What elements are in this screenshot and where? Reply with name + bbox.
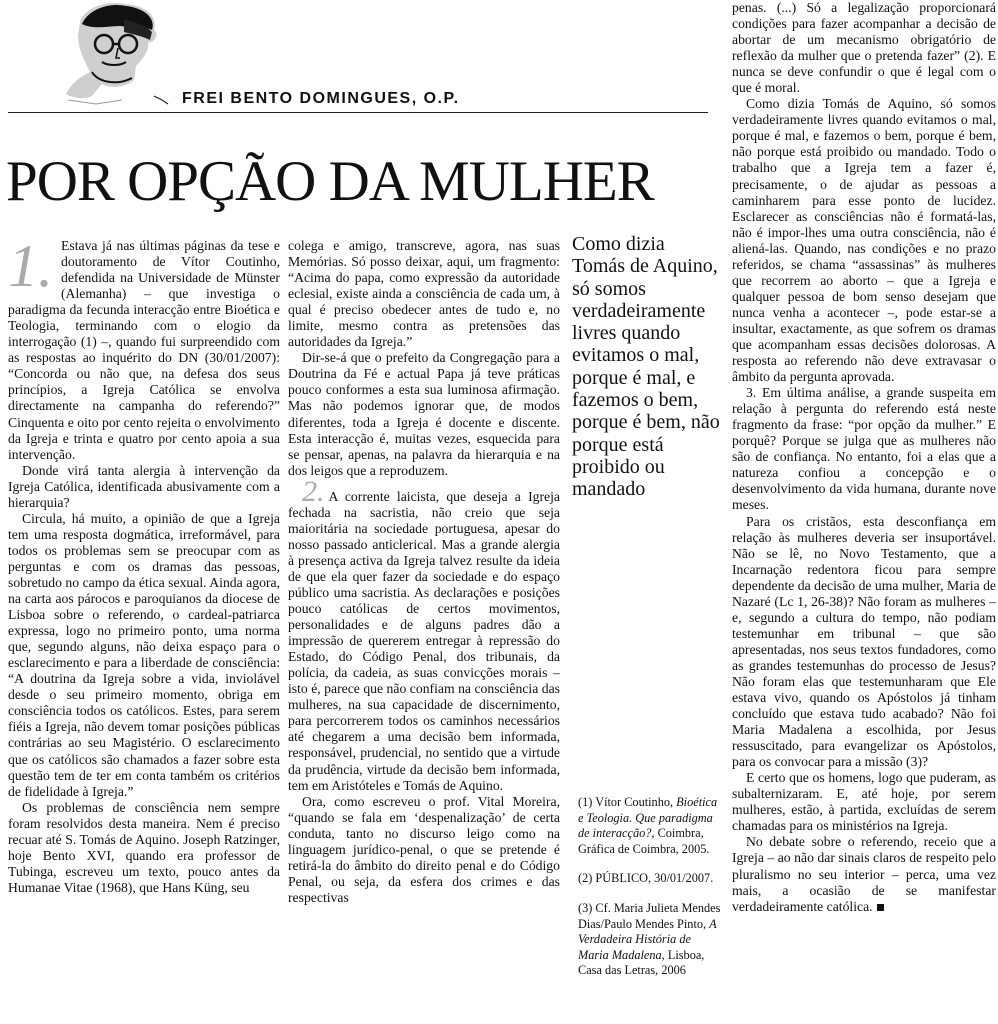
body-paragraph: penas. (...) Só a legalização proporcionará condições para fazer acompanhar a decisão de abortar de um mecanismo obrigatório de reflexão da mulher que o pretenda fazer” (2). E nunca se deve confundir o que é legal com o que é moral. — [732, 0, 996, 96]
body-paragraph: Os problemas de consciência nem sempre foram resolvidos desta maneira. Nem é preciso recuar até S. Tomás de Aquino. Joseph Ratzinger, hoje Bento XVI, quando era professor de Tubinga, escreveu um texto, pouco antes da Humanae Vitae (1968), que Hans Küng, seu — [8, 799, 280, 895]
footnotes — [578, 795, 724, 993]
section-number-1: 1. — [8, 233, 53, 299]
body-paragraph — [732, 834, 996, 914]
footnote-3 — [578, 901, 724, 979]
footnote-title: A Verdadeira História de Maria Madalena, — [578, 916, 717, 962]
body-column-1 — [8, 233, 280, 896]
footnote-text: (1) Vítor Coutinho, — [578, 795, 674, 809]
pull-quote: Como dizia Tomás de Aquino, só somos verdadeiramente livres quando evitamos o mal, porque é mal, e fazemos o bem, porque é bem, não porque está proibido ou mandado — [572, 233, 720, 501]
body-column-2 — [288, 238, 560, 906]
body-paragraph: Dir-se-á que o prefeito da Congregação para a Doutrina da Fé e actual Papa já teve práticas pouco conformes a esta sua luminosa afirmação. Mas não podemos ignorar que, de modos diferentes, toda a Igreja é docente e discente. Esta interacção é, muitas vezes, esquecida para se pensar, apenas, na palavra da hierarquia e na dos leigos que a reproduzem. — [288, 350, 560, 478]
footnote-2: (2) PÚBLICO, 30/01/2007. — [578, 871, 714, 886]
body-paragraph: Ora, como escreveu o prof. Vital Moreira, “quando se fala em ‘despenalização’ de certa conduta, tanto no discurso leigo como na linguagem jurídico-penal, o que se pretende é retirá-la do âmbito do direito penal e do Código Penal, ou seja, da esfera dos crimes e das respectivas — [288, 793, 560, 905]
author-byline: FREI BENTO DOMINGUES, O.P. — [182, 90, 460, 107]
footnote-text: Coimbra, Gráfica de Coimbra, 2005. — [578, 826, 710, 856]
footnote-text: (3) Cf. Maria Julieta Mendes Dias/Paulo Mendes Pinto, — [578, 900, 721, 931]
footnote-text: Lisboa, Casa das Letras, 2006 — [578, 947, 705, 978]
section-number-2: 2. — [302, 474, 325, 508]
body-paragraph: Circula, há muito, a opinião de que a Igreja tem uma resposta dogmática, irreformável, para todos os problemas sem se preocupar com as perguntas e com os dramas das pessoas, sobretudo no campo da ética sexual. Ainda agora, na carta aos párocos e paroquianos da diocese de Lisboa sobre o referendo, o cardeal-patriarca expressa, logo no primeiro ponto, uma norma que, segundo alguns, não deixa espaço para o esclarecimento e para a liberdade de consciência: “A doutrina da Igreja sobre a vida, inviolável desde o seu primeiro momento, obriga em consciência todos os católicos. Estes, para serem fiéis a Igreja, não devem tomar posições públicas contrárias ao seu Magistério. O esclarecimento que os católicos são chamados a fazer sobre esta questão tem de ter em conta também os critérios de fidelidade à Igreja.” — [8, 510, 280, 799]
body-paragraph-text: A corrente laicista, que deseja a Igreja fechada na sacristia, não creio que seja maioritária na sociedade portuguesa, apesar do nosso passado anticlerical. Mas a grande alergia à presença activa da Igreja talvez resulte da ideia de que ela quer fazer da sociedade e do espaço público uma sacristia. As declarações e posições pouco católicas de certos movimentos, personalidades e de alguns padres dão a impressão de quererem entregar à repressão do Estado, do Código Penal, dos tribunais, da polícia, da cadeia, as suas convicções morais – isto é, parece que não confiam na consciência das mulheres, na sua capacidade de discernimento, para percorrerem todos os caminhos necessários até chegarem a uma decisão bem informada, responsável, prudencial, no sentido que a virtude da prudência, virtude da decisão bem informada, tem em Aristóteles e Tomás de Aquino. — [288, 488, 560, 793]
article-headline: POR OPÇÃO DA MULHER — [6, 150, 654, 213]
body-column-4 — [732, 0, 996, 915]
body-paragraph: colega e amigo, transcreve, agora, nas suas Memórias. Só posso deixar, aqui, um fragmento: “Acima do papa, como expressão da autoridade eclesial, existe ainda a consciência de cada um, à qual é preciso obedecer antes de tudo e, no limite, mesmo contra as pretensões das autoridades da Igreja.” — [288, 238, 560, 350]
body-paragraph — [288, 474, 560, 794]
body-paragraph: Como dizia Tomás de Aquino, só somos verdadeiramente livres quando evitamos o mal, porque é mal, e fazemos o bem, porque é bem, não porque está proibido ou mandado. Todo o trabalho que a Igreja tem a fazer é, precisamente, o de ajudar as pessoas a caminharem para esse ponto de lucidez. Esclarecer as consciências não é formatá-las, não é impor-lhes uma outra consciência, não é aliená-las. Quando, nas condições e no prazo referidos, se chama “assassinas” às mulheres que recorrem ao aborto – que a Igreja e qualquer pessoa de bom senso desejam que nunca venha a acontecer –, pode estar-se a insultar, exactamente, as que sofrem os dramas que acompanham essas decisões dolorosas. A resposta ao referendo não deve extravasar o âmbito da pergunta aprovada. — [732, 96, 996, 385]
body-paragraph: Donde virá tanta alergia à intervenção da Igreja Católica, identificada abusivamente com a hierarquia? — [8, 462, 280, 510]
body-paragraph: Para os cristãos, esta desconfiança em relação às mulheres deveria ser insuportável. Não se lê, no Novo Testamento, que a Incarnação redentora ficou para sempre dependente da decisão de uma mulher, Maria de Nazaré (Lc 1, 26-38)? Não foram as mulheres – e, segundo a cultura do tempo, não podiam testemunhar em tribunal – que são apresentadas, nos seus textos fundadores, como as grandes testemunhas do processo de Jesus? Não foram elas que testemunharam que Ele estava vivo, quando os Apóstolos já tinham concluído que estava tudo acabado? Não foi Maria Madalena a escolhida, por Jesus ressuscitado, para evangelizar os Apóstolos, para os convocar para a missão (3)? — [732, 513, 996, 770]
end-mark-icon — [877, 904, 884, 911]
body-paragraph-text: No debate sobre o referendo, receio que a Igreja – ao não dar sinais claros de respeito pelo pluralismo no seu interior – perca, uma vez mais, a ocasião de se manifestar verdadeiramente católica. — [732, 834, 996, 914]
header-rule — [8, 112, 708, 113]
body-paragraph: 3. Em última análise, a grande suspeita em relação à pergunta do referendo está neste fragmento da frase: “por opção da mulher.” E porquê? Porque se julga que as mulheres não são de confiança. No entanto, foi a elas que a natureza confiou a concepção e o desenvolvimento da vida humana, durante nove meses. — [732, 385, 996, 513]
footnote-title: Bioética e Teologia. Que paradigma de interacção?, — [578, 795, 718, 841]
footnote-1 — [578, 795, 724, 857]
body-paragraph: Estava já nas últimas páginas da tese e doutoramento de Vítor Coutinho, defendida na Universidade de Münster (Alemanha) – que investiga o paradigma da fecunda interacção entre Bioética e Teologia, terminando com o elogio da interrogação (1) –, quando fui surpreendido com as respostas ao inquérito do DN (30/01/2007): “Concorda ou não que, na defesa dos seus princípios, a Igreja Católica se envolva directamente na campanha do referendo?” Cinquenta e oito por cento rejeita o envolvimento da Igreja e trinta e quatro por cento apoia a sua intervenção. — [8, 238, 280, 462]
author-portrait — [62, 0, 174, 108]
body-paragraph: E certo que os homens, logo que puderam, as subalternizaram. E, até hoje, por serem mulheres, estão, à partida, excluídas de serem chamadas para os ministérios na Igreja. — [732, 770, 996, 834]
